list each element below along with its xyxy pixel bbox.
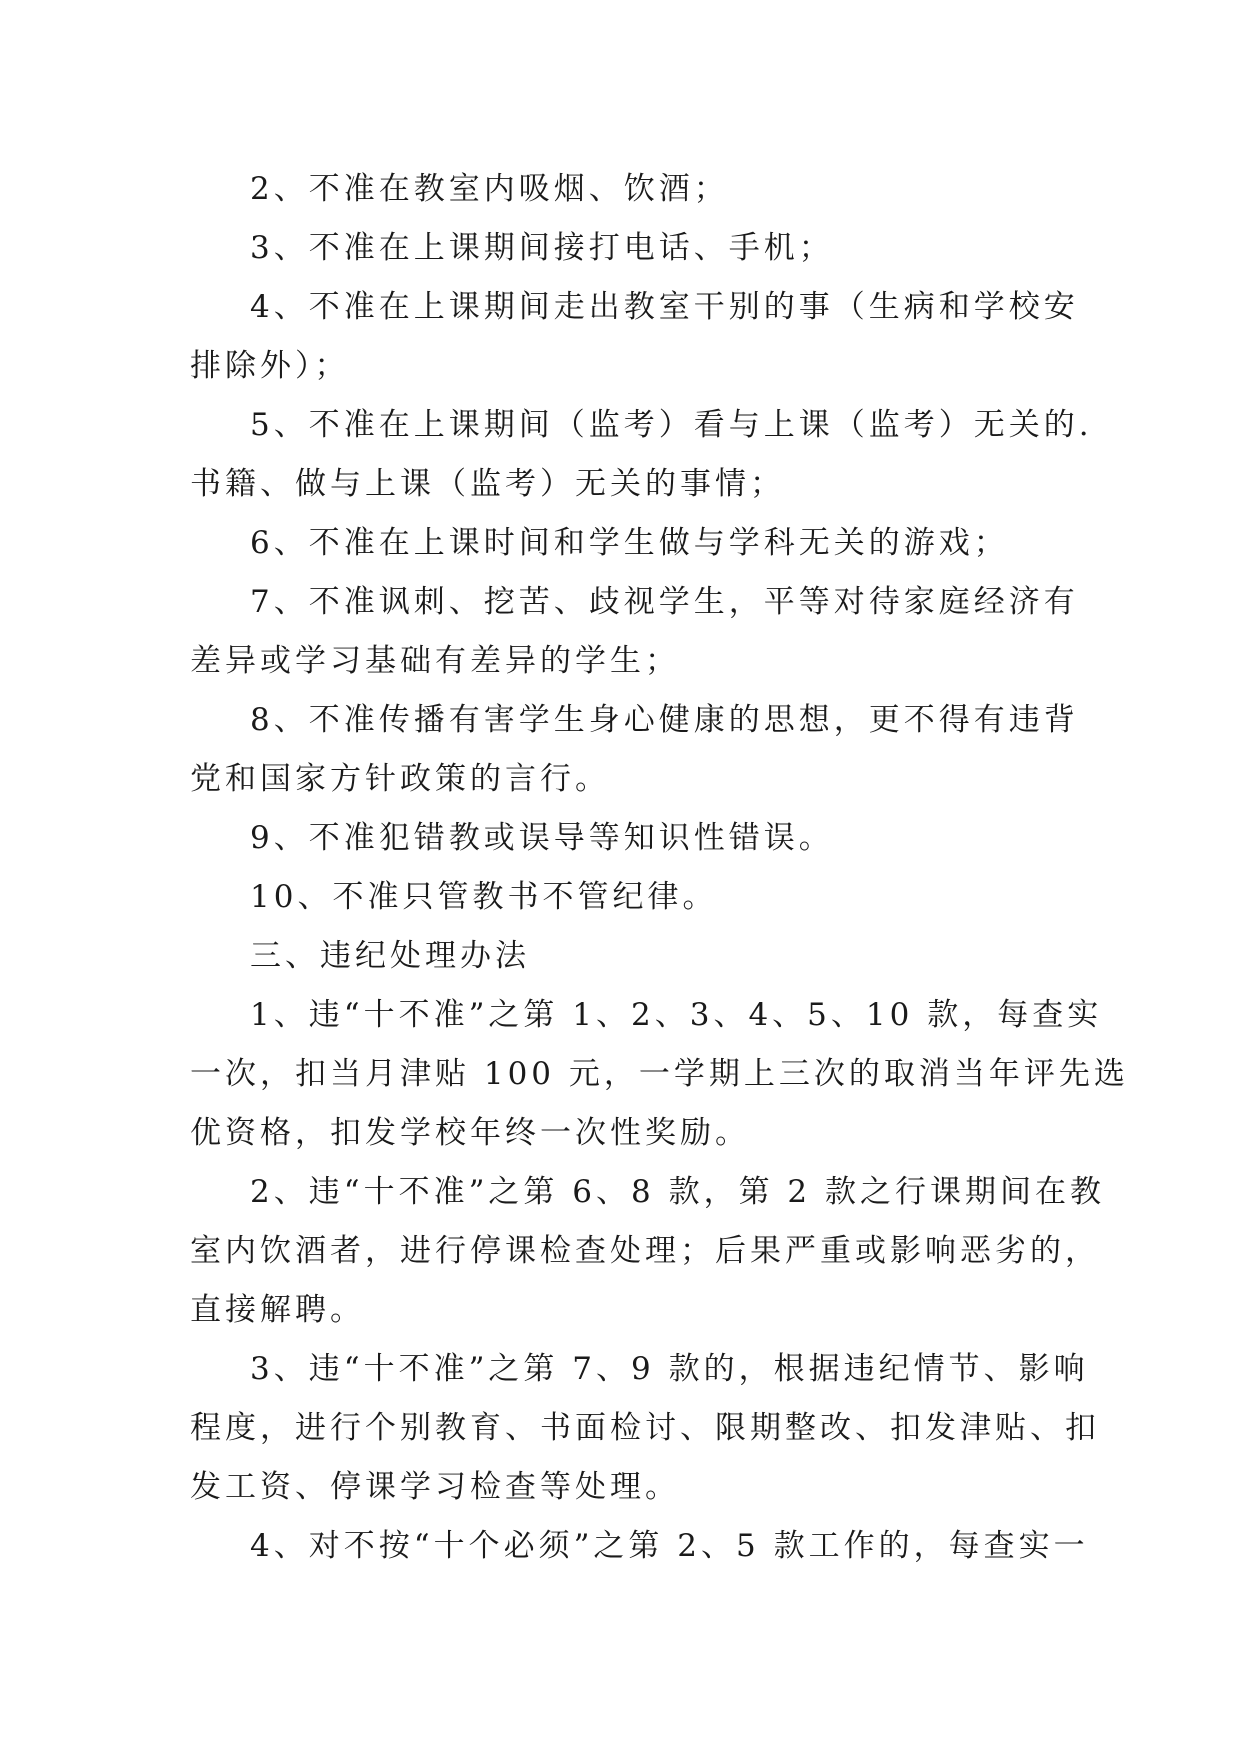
rule-line: 10、不准只管教书不管纪律。 <box>250 879 718 915</box>
rule-line-continuation: 差异或学习基础有差异的学生； <box>190 643 680 679</box>
penalty-line: 3、违“十不准”之第 7、9 款的，根据违纪情节、影响 <box>250 1351 1089 1387</box>
rule-line: 5、不准在上课期间（监考）看与上课（监考）无关的. <box>250 407 1093 443</box>
rule-line-continuation: 党和国家方针政策的言行。 <box>190 761 610 797</box>
rule-line: 2、不准在教室内吸烟、饮酒； <box>250 171 729 207</box>
penalty-line-continuation: 室内饮酒者，进行停课检查处理；后果严重或影响恶劣的， <box>190 1233 1100 1269</box>
rule-line-continuation: 书籍、做与上课（监考）无关的事情； <box>190 466 785 502</box>
penalty-line: 1、违“十不准”之第 1、2、3、4、5、10 款，每查实 <box>250 997 1103 1033</box>
penalty-line: 2、违“十不准”之第 6、8 款，第 2 款之行课期间在教 <box>250 1174 1106 1210</box>
rule-line: 9、不准犯错教或误导等知识性错误。 <box>250 820 834 856</box>
rule-line: 3、不准在上课期间接打电话、手机； <box>250 230 834 266</box>
document-body <box>190 160 1129 1576</box>
rule-line: 7、不准讽刺、挖苦、歧视学生，平等对待家庭经济有 <box>250 584 1079 620</box>
penalty-line-continuation: 程度，进行个别教育、书面检讨、限期整改、扣发津贴、扣 <box>190 1410 1100 1446</box>
penalty-line: 4、对不按“十个必须”之第 2、5 款工作的，每查实一 <box>250 1528 1089 1564</box>
penalty-line-continuation: 直接解聘。 <box>190 1292 365 1328</box>
section-heading: 三、违纪处理办法 <box>250 938 530 974</box>
penalty-line-continuation: 优资格，扣发学校年终一次性奖励。 <box>190 1115 750 1151</box>
rule-line: 6、不准在上课时间和学生做与学科无关的游戏； <box>250 525 1009 561</box>
rule-line: 4、不准在上课期间走出教室干别的事（生病和学校安 <box>250 289 1079 325</box>
rule-line-continuation: 排除外）； <box>190 348 350 384</box>
penalty-line-continuation: 发工资、停课学习检查等处理。 <box>190 1469 680 1505</box>
penalty-line-continuation: 一次，扣当月津贴 100 元，一学期上三次的取消当年评先选 <box>190 1056 1129 1092</box>
rule-line: 8、不准传播有害学生身心健康的思想，更不得有违背 <box>250 702 1079 738</box>
